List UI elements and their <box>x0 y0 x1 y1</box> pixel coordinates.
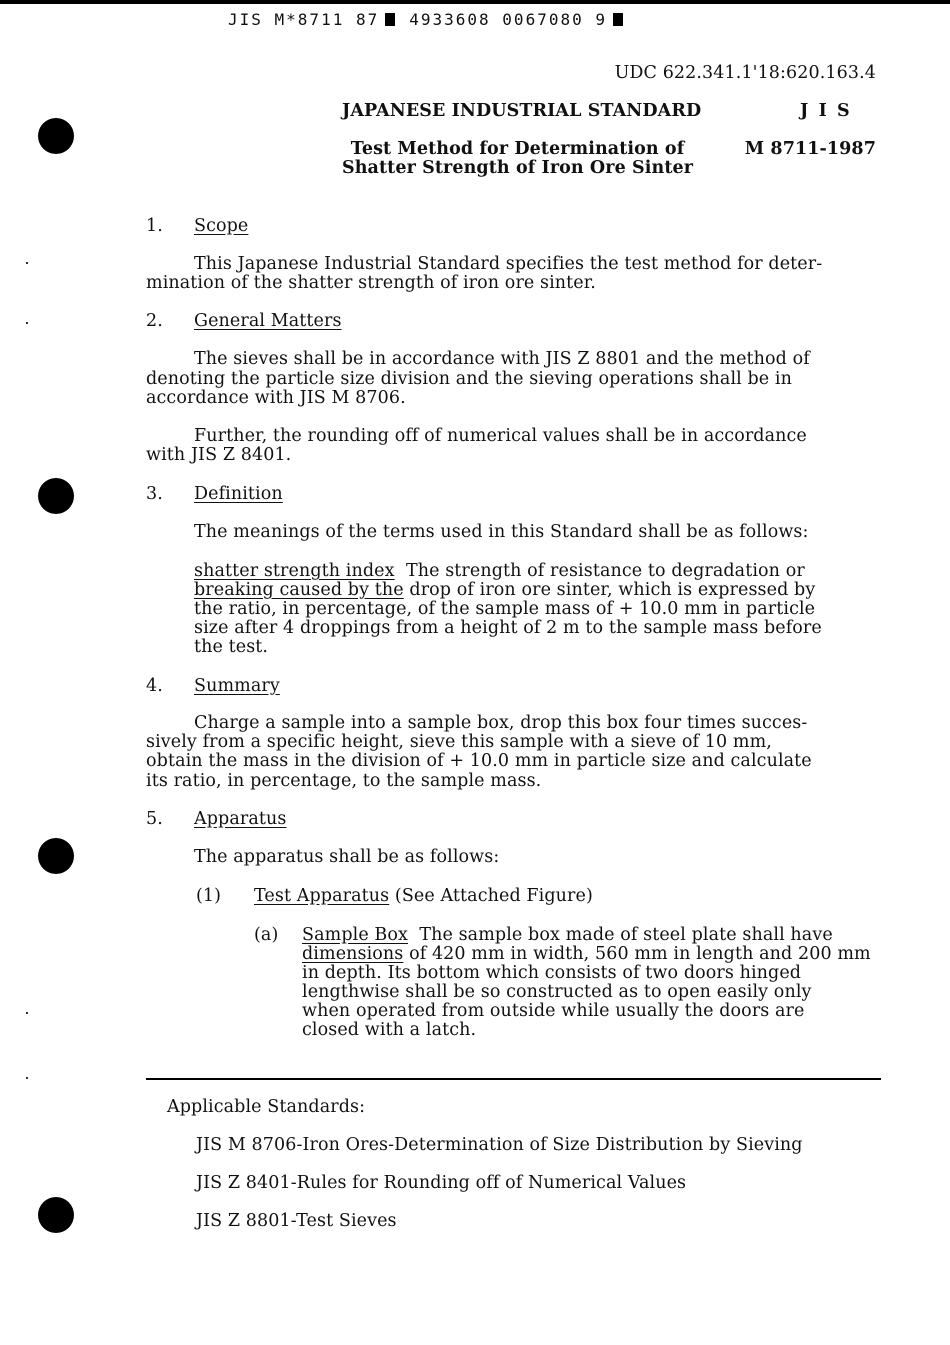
subitem-marker: (a) <box>254 925 279 945</box>
summary-line: Charge a sample into a sample box, drop this box four times succes- <box>194 713 808 733</box>
apparatus-intro: The apparatus shall be as follows: <box>194 847 500 867</box>
subitem-text: The sample box made of steel plate shall have <box>419 925 833 945</box>
section-heading-summary: Summary <box>194 676 280 696</box>
page-title <box>342 140 693 179</box>
scan-speck <box>26 322 28 324</box>
defined-term: breaking caused by the <box>194 580 404 600</box>
section-number: 5. <box>146 809 163 829</box>
punch-hole <box>38 1197 74 1233</box>
standard-type: JAPANESE INDUSTRIAL STANDARD <box>342 101 702 121</box>
summary-line: its ratio, in percentage, to the sample mass. <box>146 771 542 791</box>
top-edge-line <box>0 0 950 4</box>
punch-hole <box>38 838 74 874</box>
subitem-line <box>302 926 833 945</box>
scan-speck <box>26 1012 28 1014</box>
stamp-number: 4933608 0067080 9 <box>409 10 607 29</box>
title-line: Test Method for Determination of <box>350 139 685 159</box>
section-number: 4. <box>146 676 163 696</box>
stamp-block <box>385 13 395 26</box>
section-heading-general: General Matters <box>194 311 342 331</box>
applicable-heading: Applicable Standards: <box>167 1097 366 1117</box>
header-stamp <box>228 10 623 30</box>
punch-hole <box>38 118 74 154</box>
definition-line: the ratio, in percentage, of the sample mass of + 10.0 mm in particle <box>194 599 816 619</box>
general-line: with JIS Z 8401. <box>146 445 292 465</box>
scope-line: mination of the shatter strength of iron ore sinter. <box>146 273 596 293</box>
scope-line: This Japanese Industrial Standard specifies the test method for deter- <box>194 254 823 274</box>
section-number: 3. <box>146 484 163 504</box>
definition-text: The strength of resistance to degradation or <box>405 561 805 581</box>
defined-term: shatter strength index <box>194 561 395 581</box>
subitem-text: of 420 mm in width, 560 mm in length and 200 mm <box>409 944 871 964</box>
scan-speck <box>26 262 28 264</box>
standard-number: M 8711-1987 <box>744 139 876 159</box>
subitem-term: dimensions <box>302 944 404 964</box>
summary-line: sively from a specific height, sieve this sample with a sieve of 10 mm, <box>146 732 772 752</box>
general-line: The sieves shall be in accordance with JIS Z 8801 and the method of <box>194 349 810 369</box>
scan-speck <box>26 1077 28 1079</box>
section-heading-scope: Scope <box>194 216 249 236</box>
subitem-term: Sample Box <box>302 925 408 945</box>
applicable-item: JIS Z 8401-Rules for Rounding off of Numerical Values <box>196 1173 687 1193</box>
applicable-item: JIS Z 8801-Test Sieves <box>196 1211 397 1231</box>
definition-line: size after 4 droppings from a height of 2 m to the sample mass before <box>194 618 822 638</box>
jis-mark: J I S <box>800 101 850 121</box>
definition-line <box>194 562 805 581</box>
udc-code: UDC 622.341.1'18:620.163.4 <box>614 63 876 83</box>
definition-line: the test. <box>194 637 269 657</box>
section-number: 1. <box>146 216 163 236</box>
subitem-line: when operated from outside while usually the doors are <box>302 1001 805 1021</box>
definition-line <box>194 581 815 600</box>
section-heading-apparatus: Apparatus <box>194 809 287 829</box>
summary-line: obtain the mass in the division of + 10.0 mm in particle size and calculate <box>146 751 812 771</box>
applicable-item: JIS M 8706-Iron Ores-Determination of Size Distribution by Sieving <box>196 1135 803 1155</box>
general-line: Further, the rounding off of numerical values shall be in accordance <box>194 426 807 446</box>
punch-hole <box>38 478 74 514</box>
subitem-line: lengthwise shall be so constructed as to open easily only <box>302 982 812 1002</box>
subitem-line: in depth. Its bottom which consists of two doors hinged <box>302 963 802 983</box>
item-note: (See Attached Figure) <box>394 886 593 906</box>
subitem-line <box>302 945 871 964</box>
general-line: accordance with JIS M 8706. <box>146 388 406 408</box>
definition-text: drop of iron ore sinter, which is expressed by <box>409 580 816 600</box>
title-line: Shatter Strength of Iron Ore Sinter <box>342 158 694 179</box>
general-line: denoting the particle size division and the sieving operations shall be in <box>146 369 792 389</box>
stamp-code: JIS M*8711 87 <box>228 10 380 29</box>
footnote-divider <box>146 1078 881 1080</box>
section-number: 2. <box>146 311 163 331</box>
item-heading-line <box>254 887 593 906</box>
section-heading-definition: Definition <box>194 484 283 504</box>
item-heading: Test Apparatus <box>254 886 390 906</box>
stamp-block <box>613 13 623 26</box>
subitem-line: closed with a latch. <box>302 1020 477 1040</box>
definition-intro: The meanings of the terms used in this Standard shall be as follows: <box>194 522 809 542</box>
item-marker: (1) <box>196 886 222 906</box>
